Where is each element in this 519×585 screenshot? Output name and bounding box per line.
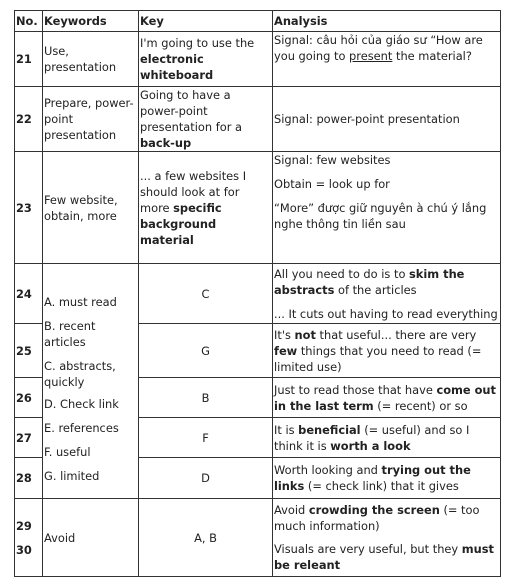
question-number: 25 — [15, 324, 43, 378]
header-keywords: Keywords — [43, 11, 139, 32]
question-number: 26 — [15, 378, 43, 418]
answer-analysis-table — [14, 10, 501, 577]
key-cell: I'm going to use the electronic whiteboard — [139, 32, 273, 87]
option-b: B. recent articles — [44, 319, 96, 349]
analysis-cell: Signal: few websites Obtain = look up for “More” được giữ nguyên à chú ý lắng nghe thông tin liền sau — [273, 152, 501, 264]
question-number: 28 — [15, 458, 43, 499]
key-cell: Going to have a power-point presentation for a back-up — [139, 87, 273, 152]
table-row — [15, 32, 501, 87]
question-number: 21 — [15, 32, 43, 87]
keywords-cell: Few website, obtain, more — [43, 152, 139, 264]
key-cell: F — [139, 418, 273, 458]
key-cell: B — [139, 378, 273, 418]
question-number: 22 — [15, 87, 43, 152]
analysis-cell: All you need to do is to skim the abstracts of the articles ... It cuts out having to read everything — [273, 264, 501, 324]
keywords-cell: Prepare, power-point presentation — [43, 87, 139, 152]
question-number: 29 30 — [15, 499, 43, 577]
key-cell: A, B — [139, 499, 273, 577]
analysis-cell: Just to read those that have come out in the last term (= recent) or so — [273, 378, 501, 418]
keywords-cell: Avoid — [43, 499, 139, 577]
question-number: 23 — [15, 152, 43, 264]
table-row — [15, 264, 501, 324]
key-cell: C — [139, 264, 273, 324]
analysis-cell: Signal: câu hỏi của giáo sư “How are you going to present the material? — [273, 32, 501, 87]
analysis-cell: Worth looking and trying out the links (= check link) that it gives — [273, 458, 501, 499]
table-row — [15, 499, 501, 577]
question-number: 27 — [15, 418, 43, 458]
option-d: D. Check link — [44, 397, 119, 411]
key-cell: ... a few websites I should look at for more specific background material — [139, 152, 273, 264]
options-list — [43, 264, 139, 499]
option-g: G. limited — [44, 469, 100, 483]
analysis-cell: Avoid crowding the screen (= too much information) Visuals are very useful, but they must be releant — [273, 499, 501, 577]
header-key: Key — [139, 11, 273, 32]
header-analysis: Analysis — [273, 11, 501, 32]
option-c: C. abstracts, quickly — [44, 359, 116, 389]
table-row — [15, 152, 501, 264]
analysis-cell: Signal: power-point presentation — [273, 87, 501, 152]
keywords-cell: Use, presentation — [43, 32, 139, 87]
option-a: A. must read — [44, 295, 117, 309]
key-cell: D — [139, 458, 273, 499]
option-e: E. references — [44, 421, 119, 435]
analysis-cell: It is beneficial (= useful) and so I think it is worth a look — [273, 418, 501, 458]
analysis-cell: It's not that useful... there are very few things that you need to read (= limited use) — [273, 324, 501, 378]
header-no: No. — [15, 11, 43, 32]
table-row — [15, 87, 501, 152]
question-number: 24 — [15, 264, 43, 324]
header-row — [15, 11, 501, 32]
key-cell: G — [139, 324, 273, 378]
option-f: F. useful — [44, 445, 91, 459]
